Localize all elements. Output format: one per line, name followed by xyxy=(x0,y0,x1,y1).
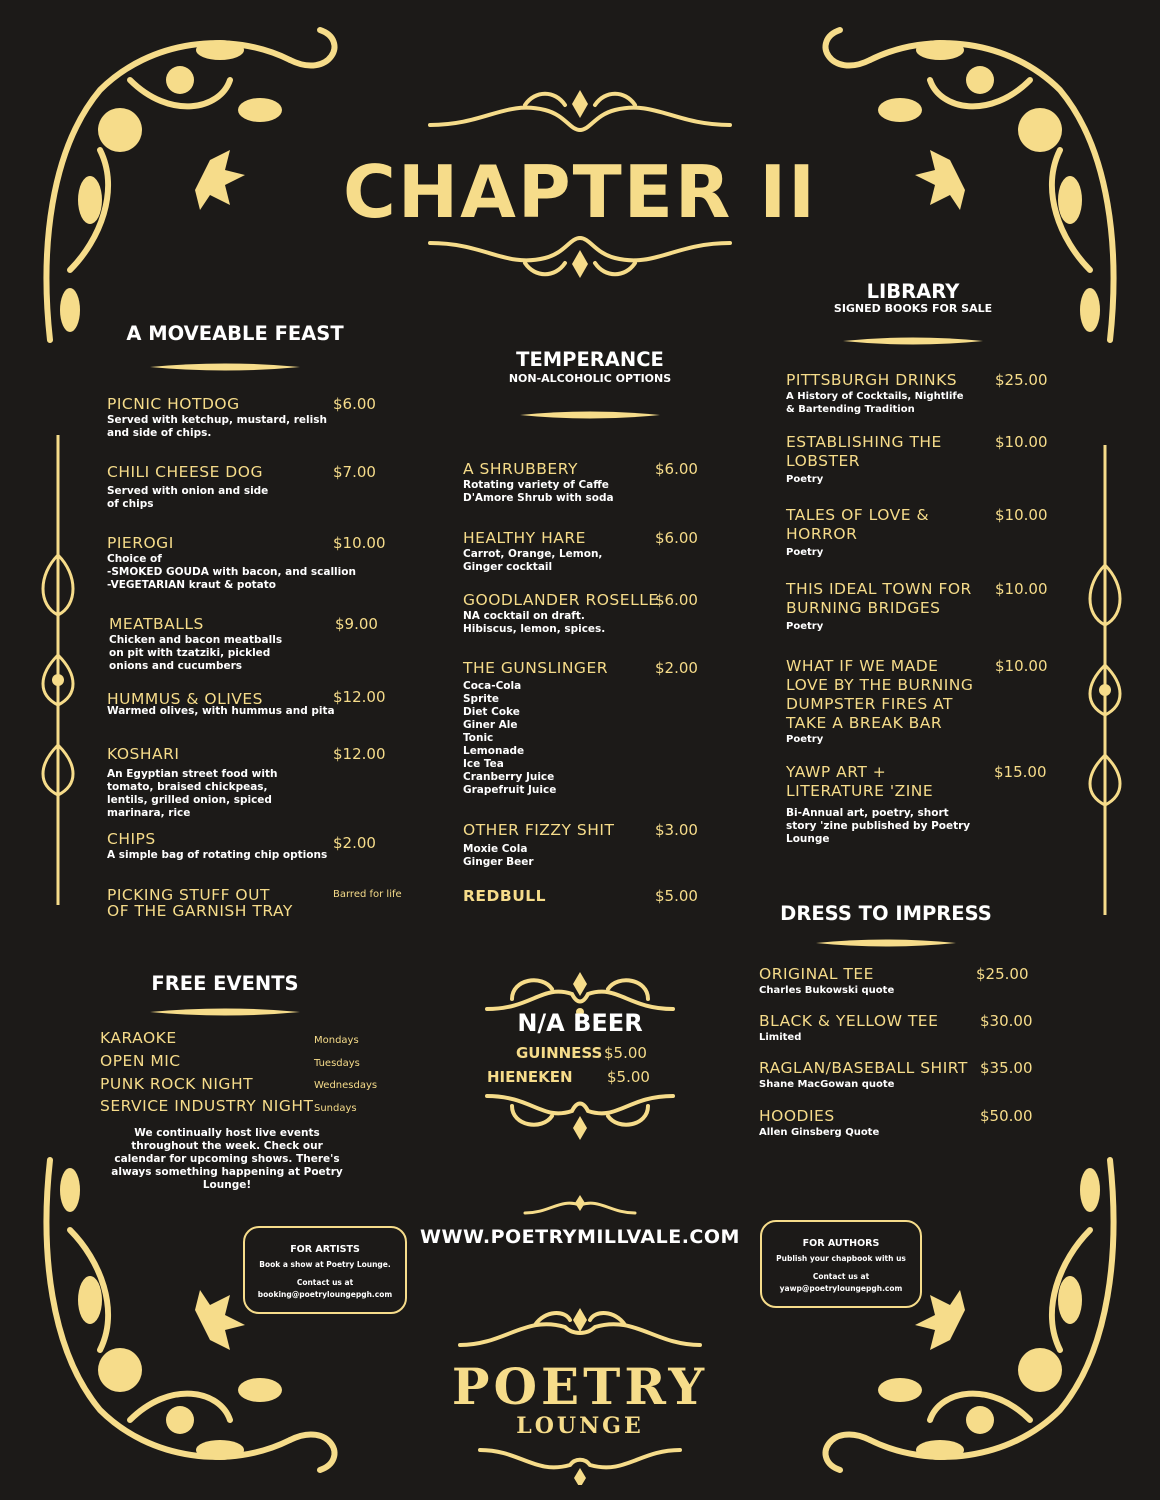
item-name: PIEROGI xyxy=(107,534,174,552)
item-description: Poetry xyxy=(786,547,824,558)
item-name: RAGLAN/BASEBALL SHIRT xyxy=(759,1059,968,1077)
item-description: Bi-Annual art, poetry, short story 'zine published by Poetry Lounge xyxy=(786,807,971,845)
menu-item xyxy=(107,395,407,440)
item-description: A History of Cocktails, Nightlife & Bartending Tradition xyxy=(786,391,964,415)
logo-main: POETRY xyxy=(451,1357,709,1416)
menu-item xyxy=(786,580,1056,633)
menu-item xyxy=(463,591,703,636)
item-price: $10.00 xyxy=(995,433,1048,451)
item-price: $9.00 xyxy=(335,615,378,633)
menu-item xyxy=(759,1107,1039,1139)
authors-email[interactable]: yawp@poetryloungepgh.com xyxy=(779,1284,903,1293)
item-name: GOODLANDER ROSELLE xyxy=(463,591,659,609)
logo-flourish-icon xyxy=(455,1305,705,1355)
item-name: OTHER FIZZY SHIT xyxy=(463,821,615,839)
item-price: $25.00 xyxy=(995,371,1048,389)
item-price: $10.00 xyxy=(995,657,1048,675)
item-price: $15.00 xyxy=(994,763,1047,781)
menu-item xyxy=(463,460,703,505)
item-price: $2.00 xyxy=(333,834,376,852)
event-name: PUNK ROCK NIGHT xyxy=(100,1075,254,1093)
menu-item xyxy=(759,1059,1039,1091)
divider-icon xyxy=(150,362,300,372)
beer-flourish-bottom-icon xyxy=(482,1086,678,1141)
beer-price: $5.00 xyxy=(604,1044,647,1062)
item-description: Carrot, Orange, Lemon, Ginger cocktail xyxy=(463,548,603,573)
item-description: Chicken and bacon meatballs on pit with tzatziki, pickled onions and cucumbers xyxy=(109,634,283,672)
event-name: SERVICE INDUSTRY NIGHT xyxy=(100,1097,314,1115)
item-price: $12.00 xyxy=(333,745,386,763)
item-name: HUMMUS & OLIVES xyxy=(107,690,264,708)
divider-icon xyxy=(816,938,956,948)
item-description: Warmed olives, with hummus and pita xyxy=(107,705,335,717)
event-name: OPEN MIC xyxy=(100,1052,181,1070)
event-day: Mondays xyxy=(314,1035,359,1046)
menu-item xyxy=(786,371,1056,416)
menu-item xyxy=(107,690,407,718)
menu-item xyxy=(107,830,407,862)
divider-icon xyxy=(150,1007,300,1017)
side-flourish-right-icon xyxy=(1085,445,1125,915)
beer-name: GUINNESS xyxy=(516,1044,603,1062)
item-description: Limited xyxy=(759,1032,802,1043)
page-title: CHAPTER II xyxy=(343,150,817,234)
divider-icon xyxy=(843,336,983,346)
item-price: $7.00 xyxy=(333,463,376,481)
item-name: THIS IDEAL TOWN FOR BURNING BRIDGES xyxy=(786,580,972,617)
item-price: $50.00 xyxy=(980,1107,1033,1125)
item-name: CHILI CHEESE DOG xyxy=(107,463,263,481)
event-name: KARAOKE xyxy=(100,1029,177,1047)
logo-flourish-bottom-icon xyxy=(475,1440,685,1485)
item-name: KOSHARI xyxy=(107,745,180,763)
item-description: A simple bag of rotating chip options xyxy=(107,849,328,861)
menu-item xyxy=(759,965,1039,997)
item-name: MEATBALLS xyxy=(109,615,204,633)
menu-item xyxy=(759,1012,1039,1044)
item-name: BLACK & YELLOW TEE xyxy=(759,1012,939,1030)
item-name: REDBULL xyxy=(463,887,547,905)
item-description: Poetry xyxy=(786,734,824,745)
menu-item xyxy=(107,463,407,511)
item-name: HEALTHY HARE xyxy=(463,529,586,547)
item-price: $5.00 xyxy=(655,887,698,905)
item-description: Served with onion and side of chips xyxy=(107,485,269,510)
event-day: Sundays xyxy=(314,1103,357,1114)
item-name: PITTSBURGH DRINKS xyxy=(786,371,958,389)
beer-price: $5.00 xyxy=(607,1068,650,1086)
title-flourish-bottom-icon xyxy=(425,228,735,283)
artists-line: Book a show at Poetry Lounge. xyxy=(259,1260,391,1269)
item-price: $2.00 xyxy=(655,659,698,677)
item-description: Poetry xyxy=(786,621,824,632)
divider-icon xyxy=(520,410,660,420)
website-flourish-icon xyxy=(520,1193,640,1221)
menu-item xyxy=(107,534,407,592)
menu-item xyxy=(463,659,703,797)
item-description: Rotating variety of Caffe D'Amore Shrub with soda xyxy=(463,479,614,504)
feast-heading: A MOVEABLE FEAST xyxy=(126,322,344,345)
logo-sub: LOUNGE xyxy=(516,1413,644,1439)
dress-heading: DRESS TO IMPRESS xyxy=(780,902,992,925)
authors-line: Publish your chapbook with us xyxy=(776,1254,906,1263)
menu-item xyxy=(786,763,1056,846)
item-price: Barred for life xyxy=(333,889,402,900)
event-day: Tuesdays xyxy=(314,1058,360,1069)
item-price: $6.00 xyxy=(333,395,376,413)
authors-contact: Contact us at xyxy=(812,1272,870,1281)
item-price: $30.00 xyxy=(980,1012,1033,1030)
item-description: Shane MacGowan quote xyxy=(759,1079,895,1090)
item-name: YAWP ART + LITERATURE 'ZINE xyxy=(786,763,934,800)
item-price: $10.00 xyxy=(995,580,1048,598)
item-price: $35.00 xyxy=(980,1059,1033,1077)
temperance-subheading: NON-ALCOHOLIC OPTIONS xyxy=(508,372,672,385)
website-link[interactable]: WWW.POETRYMILLVALE.COM xyxy=(420,1226,740,1248)
menu-item xyxy=(786,506,1056,559)
artists-box xyxy=(243,1226,407,1314)
library-heading: LIBRARY xyxy=(866,280,960,303)
menu-item xyxy=(463,529,703,574)
item-price: $6.00 xyxy=(655,529,698,547)
beer-name: HIENEKEN xyxy=(487,1068,573,1086)
item-description: Allen Ginsberg Quote xyxy=(759,1127,880,1138)
temperance-heading: TEMPERANCE xyxy=(516,348,664,371)
events-heading: FREE EVENTS xyxy=(151,972,299,995)
item-price: $6.00 xyxy=(655,460,698,478)
item-name: THE GUNSLINGER xyxy=(463,659,609,677)
side-flourish-left-icon xyxy=(38,435,78,905)
library-subheading: SIGNED BOOKS FOR SALE xyxy=(833,302,993,315)
item-name: ORIGINAL TEE xyxy=(759,965,874,983)
item-price: $25.00 xyxy=(976,965,1029,983)
item-description: Choice of -SMOKED GOUDA with bacon, and scallion -VEGETARIAN kraut & potato xyxy=(107,553,356,591)
beer-heading: N/A BEER xyxy=(517,1009,643,1037)
item-name: HOODIES xyxy=(759,1107,835,1125)
item-name: CHIPS xyxy=(107,830,156,848)
item-description: Coca-Cola Sprite Diet Coke Giner Ale Tonic Lemonade Ice Tea Cranberry Juice Grapefruit Juice xyxy=(463,680,557,796)
item-description: Charles Bukowski quote xyxy=(759,985,895,996)
events-note: We continually host live events throughout the week. Check our calendar for upcoming shows. There's always something happening at Poetry Lounge! xyxy=(111,1127,343,1191)
item-price: $10.00 xyxy=(995,506,1048,524)
item-name: PICKING STUFF OUT OF THE GARNISH TRAY xyxy=(107,886,293,920)
title-flourish-top-icon xyxy=(425,85,735,140)
item-name: WHAT IF WE MADE LOVE BY THE BURNING DUMPSTER FIRES AT TAKE A BREAK BAR xyxy=(786,657,974,732)
authors-box xyxy=(760,1220,922,1308)
item-name: TALES OF LOVE & HORROR xyxy=(786,506,930,543)
item-name: ESTABLISHING THE LOBSTER xyxy=(786,433,942,470)
item-price: $3.00 xyxy=(655,821,698,839)
artists-contact: Contact us at xyxy=(296,1278,354,1287)
authors-title: FOR AUTHORS xyxy=(802,1238,880,1249)
menu-item xyxy=(463,821,703,869)
menu-item xyxy=(107,887,407,919)
event-day: Wednesdays xyxy=(314,1080,378,1091)
menu-item xyxy=(786,433,1056,486)
menu-item xyxy=(107,745,407,820)
item-price: $6.00 xyxy=(655,591,698,609)
item-name: A SHRUBBERY xyxy=(463,460,578,478)
item-description: Moxie Cola Ginger Beer xyxy=(463,843,534,868)
item-description: Poetry xyxy=(786,474,824,485)
artists-email[interactable]: booking@poetryloungepgh.com xyxy=(257,1290,393,1299)
item-price: $12.00 xyxy=(333,688,386,706)
item-name: PICNIC HOTDOG xyxy=(107,395,240,413)
menu-item xyxy=(109,615,409,673)
item-description: Served with ketchup, mustard, relish and side of chips. xyxy=(107,414,327,439)
item-description: NA cocktail on draft. Hibiscus, lemon, spices. xyxy=(463,610,606,635)
menu-item xyxy=(786,657,1056,746)
item-description: An Egyptian street food with tomato, braised chickpeas, lentils, grilled onion, spiced marinara, rice xyxy=(107,768,278,819)
item-price: $10.00 xyxy=(333,534,386,552)
artists-title: FOR ARTISTS xyxy=(290,1244,360,1255)
menu-item xyxy=(463,887,703,906)
